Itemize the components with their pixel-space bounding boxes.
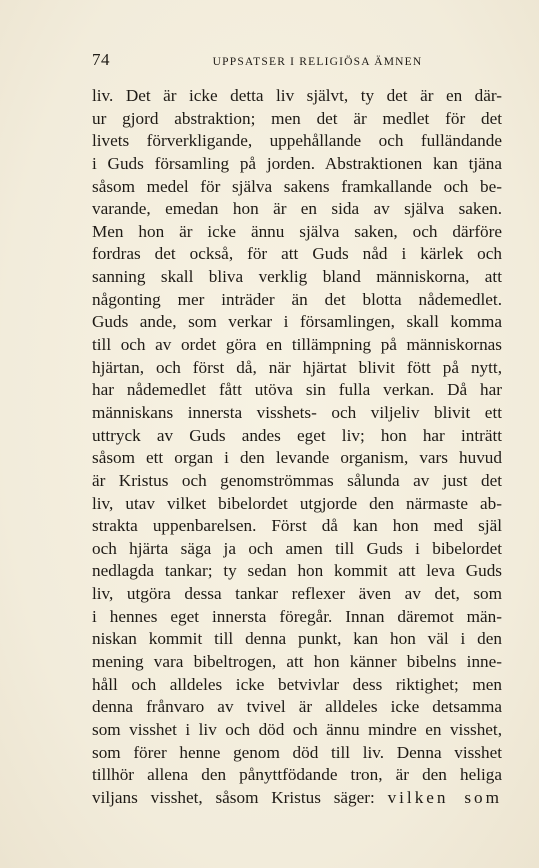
text-line: har nådemedlet fått utöva sin fulla verkan. Då har bbox=[92, 380, 502, 400]
text-line: människans innersta visshets- och viljeliv blivit ett bbox=[92, 402, 502, 422]
text-line: som förer henne genom död till liv. Denna visshet bbox=[92, 742, 502, 762]
page-number: 74 bbox=[92, 50, 110, 69]
text-line: hjärtan, och först då, när hjärtat blivit fött på nytt, bbox=[92, 357, 502, 377]
page-header bbox=[92, 50, 501, 72]
text-line: och hjärta säga ja och amen till Guds i bibelordet bbox=[92, 538, 502, 558]
body-text bbox=[92, 85, 502, 810]
text-line: i hennes eget innersta föregår. Innan däremot män- bbox=[92, 606, 502, 626]
text-line: strakta uppenbarelsen. Först då kan hon med själ bbox=[92, 516, 502, 536]
text-line: niskan kommit till denna punkt, kan hon väl i den bbox=[92, 629, 502, 649]
text-line: livets förverkligande, uppehållande och fulländande bbox=[92, 131, 502, 151]
text-line: liv. Det är icke detta liv självt, ty det är en där- bbox=[92, 86, 502, 105]
text-line: någonting mer inträder än det blotta nådemedlet. bbox=[92, 289, 502, 309]
text-line: ur gjord abstraktion; men det är medlet för det bbox=[92, 108, 502, 128]
text-line: Guds ande, som verkar i församlingen, skall komma bbox=[92, 312, 502, 332]
text-line: uttryck av Guds andes eget liv; hon har inträtt bbox=[92, 425, 502, 445]
text-line: Men hon är icke ännu själva saken, och därföre bbox=[92, 221, 502, 241]
text-line: denna frånvaro av tvivel är alldeles icke detsamma bbox=[92, 697, 502, 717]
text-line: till och av ordet göra en tillämpning på människornas bbox=[92, 335, 502, 355]
text-line: liv, utav vilket bibelordet utgjorde den närmaste ab- bbox=[92, 493, 502, 513]
running-head: UPPSATSER I RELIGIÖSA ÄMNEN bbox=[212, 56, 423, 68]
text-line: fordras det också, för att Guds nåd i kärlek och bbox=[92, 244, 502, 264]
text-line: är Kristus och genomströmmas sålunda av just det bbox=[92, 470, 502, 490]
text-line-last bbox=[92, 787, 502, 810]
text-line: mening vara bibeltrogen, att hon känner bibelns inne- bbox=[92, 652, 502, 672]
last-line-prefix: viljans visshet, såsom Kristus säger: bbox=[92, 787, 388, 807]
text-line: såsom medel för själva sakens framkallande och be- bbox=[92, 176, 502, 196]
text-line: liv, utgöra dessa tankar reflexer även av det, som bbox=[92, 584, 502, 604]
text-line: som visshet i liv och död och ännu mindre en visshet, bbox=[92, 719, 502, 739]
text-line: i Guds församling på jorden. Abstraktionen kan tjäna bbox=[92, 153, 502, 173]
text-line: varande, emedan hon är en sida av själva saken. bbox=[92, 199, 502, 219]
text-line: håll och alldeles icke betvivlar dess riktighet; men bbox=[92, 674, 502, 694]
last-line-spaced-words: vilken som bbox=[387, 787, 502, 807]
text-line: sanning skall bliva verklig bland människorna, att bbox=[92, 267, 502, 287]
text-line: såsom ett organ i den levande organism, vars huvud bbox=[92, 448, 502, 468]
text-line: nedlagda tankar; ty sedan hon kommit att leva Guds bbox=[92, 561, 502, 581]
text-line: tillhör allena den pånyttfödande tron, är den heliga bbox=[92, 765, 502, 785]
